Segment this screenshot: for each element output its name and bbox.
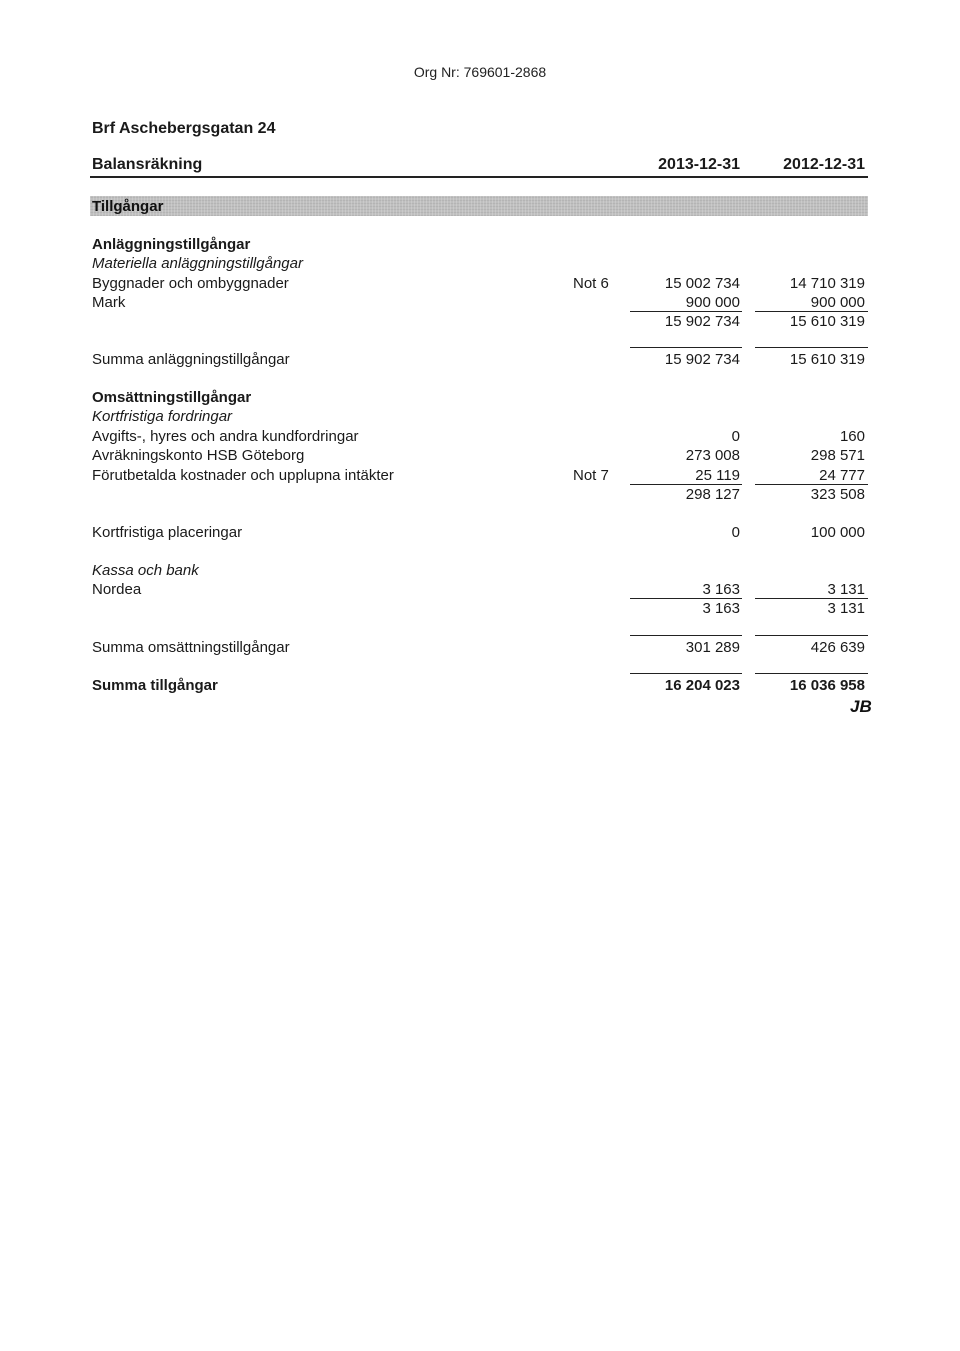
- row-label: Avgifts-, hyres och andra kundfordringar: [92, 428, 359, 445]
- grand-total-rule: [630, 673, 742, 674]
- row-label: Kortfristiga placeringar: [92, 524, 243, 541]
- value-2012: 3 131: [827, 581, 865, 598]
- page-title: Balansräkning: [92, 156, 203, 173]
- value-2013: 3 163: [702, 600, 740, 617]
- total-rule: [630, 347, 742, 348]
- table-row: [0, 446, 960, 465]
- value-2013: 15 902 734: [664, 351, 740, 368]
- heading-row: [0, 388, 960, 407]
- row-label: Summa tillgångar: [92, 677, 218, 694]
- section-band: [90, 196, 868, 216]
- total-rule: [630, 635, 742, 636]
- value-2013: 16 204 023: [664, 677, 740, 694]
- total-rule: [755, 347, 868, 348]
- subtotal-row: [0, 485, 960, 504]
- heading-row: [0, 235, 960, 254]
- table-row: [0, 427, 960, 446]
- subheading-kortfristiga-fordringar: Kortfristiga fordringar: [92, 408, 233, 425]
- value-2012: 16 036 958: [789, 677, 865, 694]
- association-name: Brf Aschebergsgatan 24: [92, 120, 276, 137]
- table-row: [0, 293, 960, 312]
- value-2012: 15 610 319: [789, 313, 865, 330]
- value-2012: 3 131: [827, 600, 865, 617]
- table-row: [0, 466, 960, 485]
- value-2012: 323 508: [810, 486, 865, 503]
- value-2012: 15 610 319: [789, 351, 865, 368]
- column-header-2013: 2013-12-31: [658, 156, 740, 173]
- grand-total-row: [0, 676, 960, 695]
- total-row: [0, 638, 960, 657]
- table-row: [0, 274, 960, 293]
- value-2012: 900 000: [810, 294, 865, 311]
- subheading-kassa-och-bank: Kassa och bank: [92, 562, 199, 579]
- row-label: Summa omsättningstillgångar: [92, 639, 290, 656]
- heading-omsattningstillgangar: Omsättningstillgångar: [92, 389, 252, 406]
- column-header-2012: 2012-12-31: [783, 156, 865, 173]
- row-label: Avräkningskonto HSB Göteborg: [92, 447, 305, 464]
- org-number: Org Nr: 769601-2868: [413, 64, 547, 80]
- header-rule: [90, 176, 868, 178]
- value-2013: 298 127: [685, 486, 740, 503]
- value-2013: 15 902 734: [664, 313, 740, 330]
- initials-mark: JB: [850, 697, 872, 716]
- row-label: Byggnader och ombyggnader: [92, 275, 289, 292]
- value-2012: 298 571: [810, 447, 865, 464]
- note-ref: Not 7: [573, 467, 609, 484]
- table-row: [0, 580, 960, 599]
- value-2013: 3 163: [702, 581, 740, 598]
- value-2012: 160: [839, 428, 865, 445]
- value-2013: 0: [731, 428, 740, 445]
- subheading-row: [0, 254, 960, 273]
- grand-total-rule: [755, 673, 868, 674]
- subheading-row: [0, 407, 960, 426]
- value-2013: 25 119: [695, 467, 740, 484]
- value-2012: 100 000: [810, 524, 865, 541]
- subtotal-row: [0, 599, 960, 618]
- value-2013: 0: [731, 524, 740, 541]
- note-ref: Not 6: [573, 275, 609, 292]
- row-label: Mark: [92, 294, 126, 311]
- row-label: Förutbetalda kostnader och upplupna intäkter: [92, 467, 394, 484]
- subtotal-row: [0, 312, 960, 331]
- value-2013: 900 000: [685, 294, 740, 311]
- value-2012: 14 710 319: [789, 275, 865, 292]
- heading-anlaggningstillgangar: Anläggningstillgångar: [92, 236, 251, 253]
- value-2012: 426 639: [810, 639, 865, 656]
- row-label: Nordea: [92, 581, 142, 598]
- row-label: Summa anläggningstillgångar: [92, 351, 290, 368]
- value-2013: 15 002 734: [664, 275, 740, 292]
- total-row: [0, 350, 960, 369]
- value-2013: 301 289: [685, 639, 740, 656]
- value-2012: 24 777: [819, 467, 865, 484]
- value-2013: 273 008: [685, 447, 740, 464]
- table-row: [0, 523, 960, 542]
- section-title: Tillgångar: [92, 198, 164, 215]
- total-rule: [755, 635, 868, 636]
- subheading-row: [0, 561, 960, 580]
- subheading-materiella: Materiella anläggningstillgångar: [92, 255, 303, 272]
